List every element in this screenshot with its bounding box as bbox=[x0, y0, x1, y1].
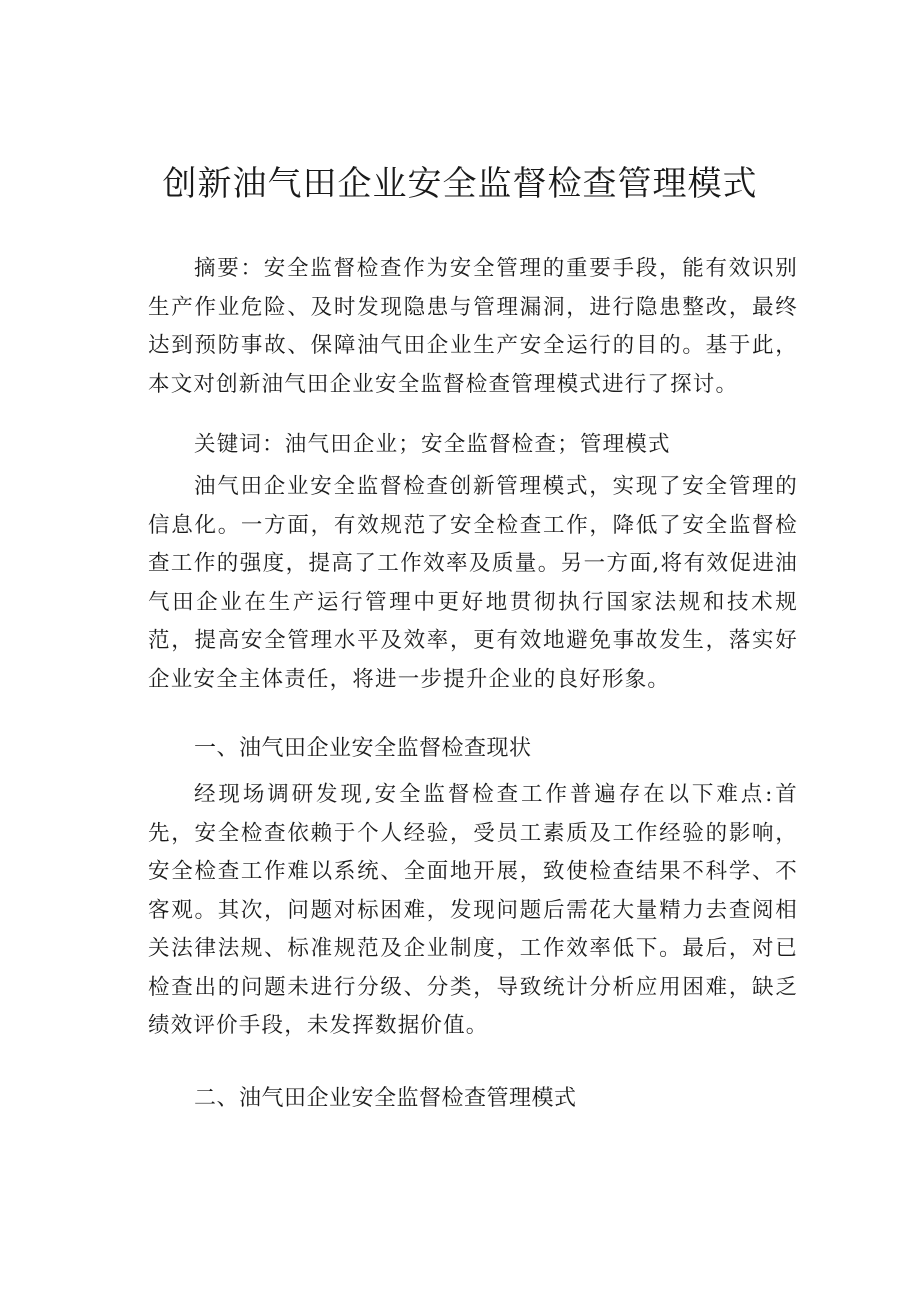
keywords-paragraph: 关键词：油气田企业；安全监督检查；管理模式 bbox=[194, 432, 671, 457]
document-title: 创新油气田企业安全监督检查管理模式 bbox=[162, 164, 758, 204]
section-2-heading: 二、油气田企业安全监督检查管理模式 bbox=[194, 1086, 577, 1111]
section-1-heading: 一、油气田企业安全监督检查现状 bbox=[194, 736, 532, 761]
abstract-paragraph: 摘要：安全监督检查作为安全管理的重要手段，能有效识别生产作业危险、及时发现隐患与管理漏洞，进行隐患整改，最终达到预防事故、保障油气田企业生产安全运行的目的。基于此，本文对创新油气田企业安全监督检查管理模式进行了探讨。 bbox=[148, 256, 798, 397]
section-1-paragraph: 经现场调研发现,安全监督检查工作普遍存在以下难点:首先，安全检查依赖于个人经验，受员工素质及工作经验的影响，安全检查工作难以系统、全面地开展，致使检查结果不科学、不客观。其次，问题对标困难，发现问题后需花大量精力去查阅相关法律法规、标准规范及企业制度，工作效率低下。最后，对已检查出的问题未进行分级、分类，导致统计分析应用困难，缺乏绩效评价手段，未发挥数据价值。 bbox=[148, 782, 798, 1038]
intro-paragraph: 油气田企业安全监督检查创新管理模式，实现了安全管理的信息化。一方面，有效规范了安全检查工作，降低了安全监督检查工作的强度，提高了工作效率及质量。另一方面,将有效促进油气田企业在生产运行管理中更好地贯彻执行国家法规和技术规范，提高安全管理水平及效率，更有效地避免事故发生，落实好企业安全主体责任，将进一步提升企业的良好形象。 bbox=[148, 474, 798, 692]
